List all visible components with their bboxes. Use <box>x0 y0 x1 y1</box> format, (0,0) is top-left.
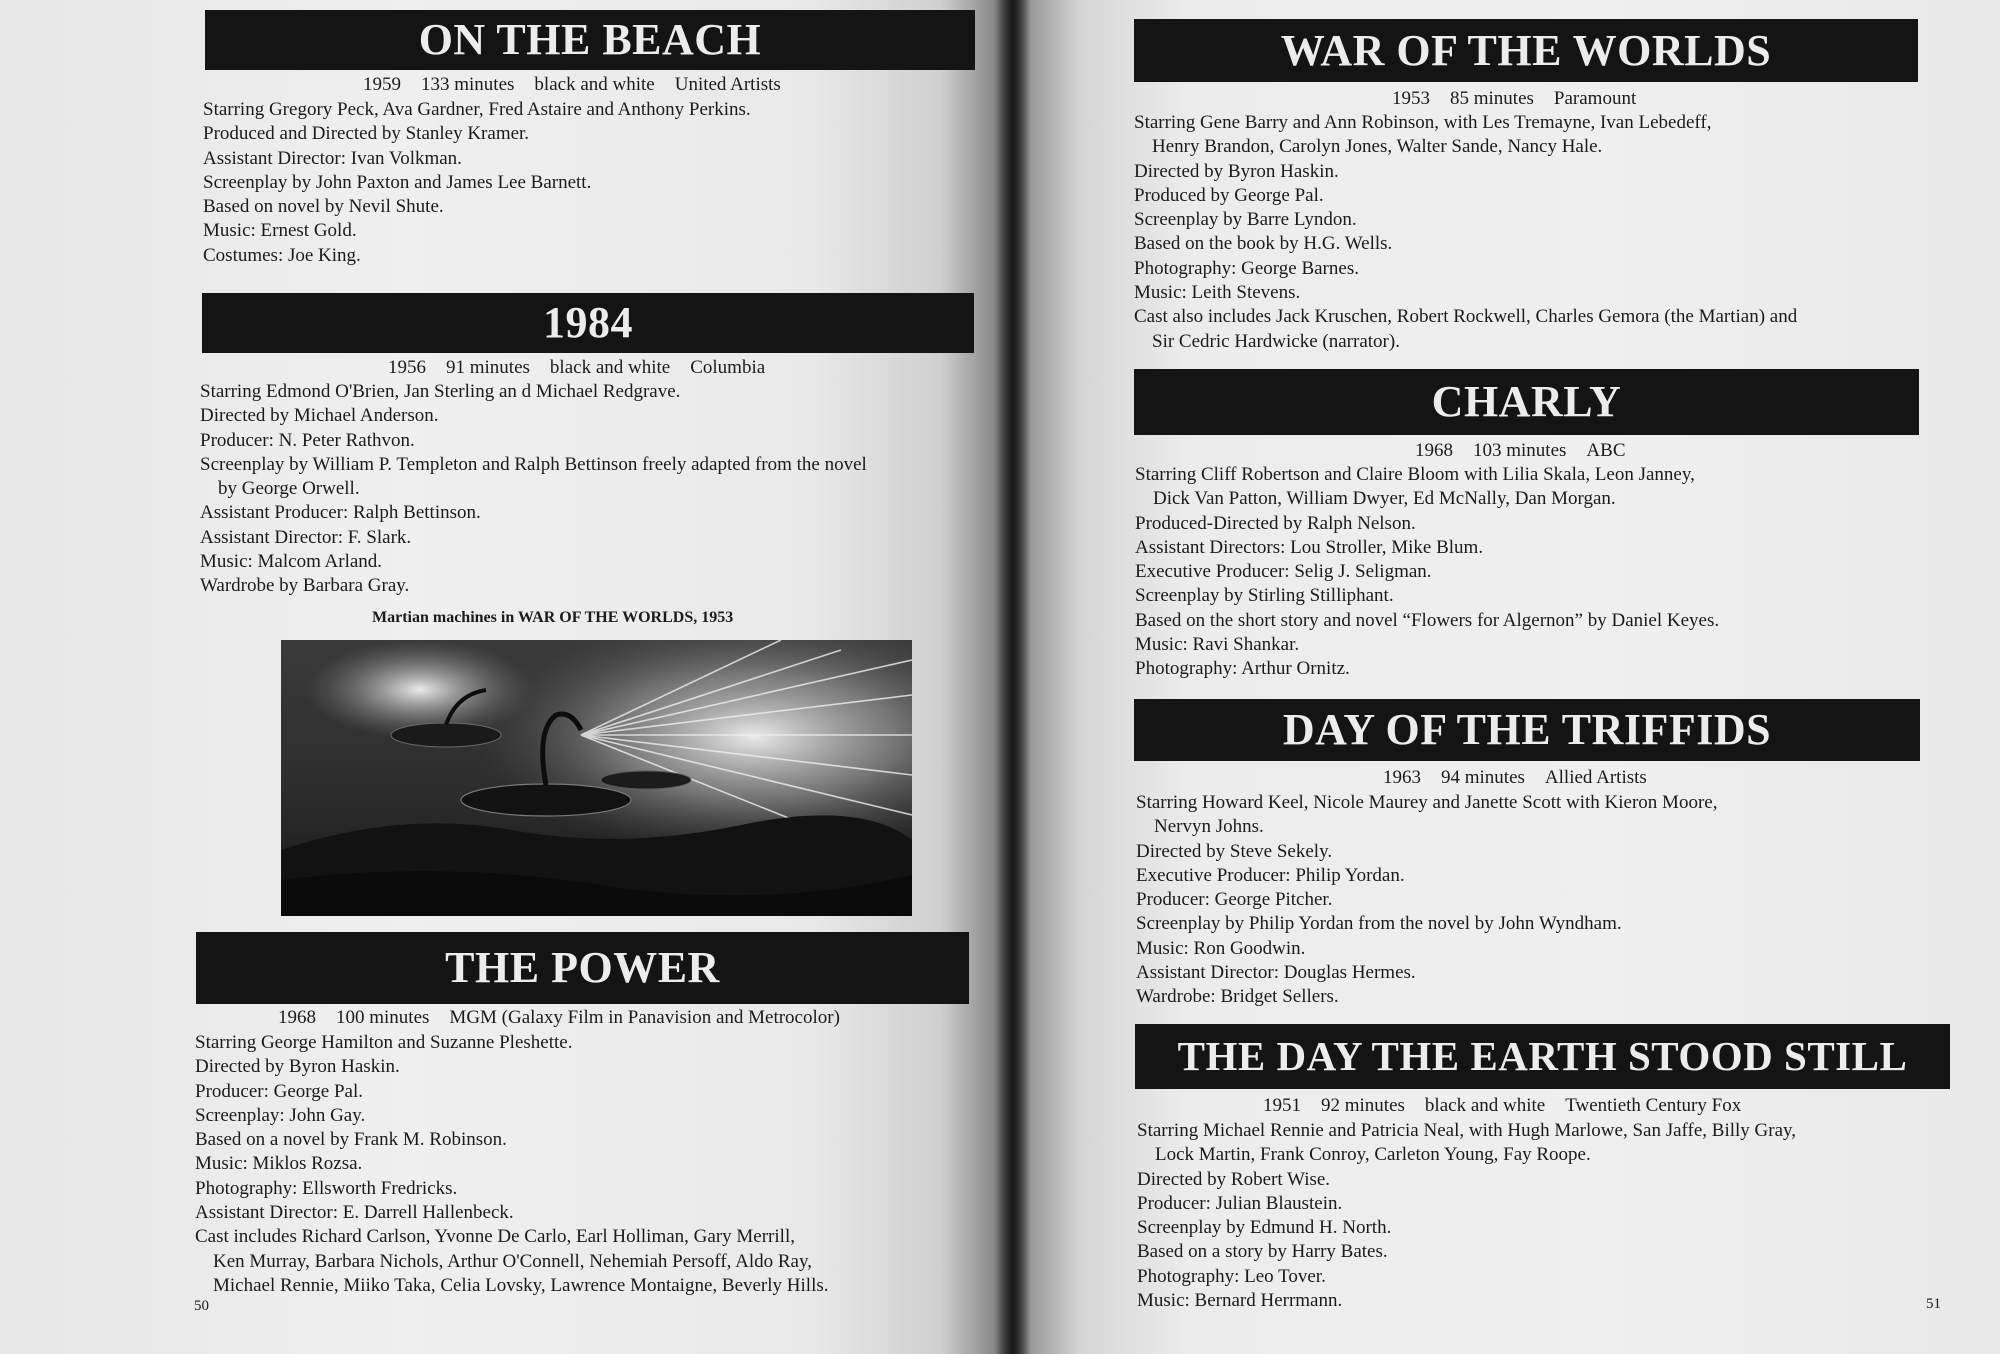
credit-line: Assistant Director: Ivan Volkman. <box>203 147 462 169</box>
credit-line: Assistant Director: F. Slark. <box>200 526 412 548</box>
credit-line: Music: Leith Stevens. <box>1134 282 1301 304</box>
section-title-war-of-the-worlds: WAR OF THE WORLDS <box>1134 19 1918 82</box>
section-title-charly: CHARLY <box>1134 369 1919 435</box>
film-info-day-of-the-triffids <box>1383 767 1647 789</box>
credit-line: Lock Martin, Frank Conroy, Carleton Young, Fay Roope. <box>1155 1144 1591 1166</box>
photo-caption: Martian machines in WAR OF THE WORLDS, 1953 <box>372 609 734 626</box>
credit-line: Starring George Hamilton and Suzanne Pleshette. <box>195 1032 573 1053</box>
credit-line: Wardrobe: Bridget Sellers. <box>1136 986 1339 1008</box>
credit-line: Music: Ravi Shankar. <box>1135 634 1300 656</box>
credit-line: Music: Malcom Arland. <box>200 551 383 573</box>
credit-line: Photography: Leo Tover. <box>1137 1265 1326 1287</box>
section-title-day-of-the-triffids: DAY OF THE TRIFFIDS <box>1134 699 1920 761</box>
credit-line: Assistant Director: E. Darrell Hallenbeck. <box>195 1202 514 1224</box>
credit-line: Screenplay by William P. Templeton and Ralph Bettinson freely adapted from the novel <box>200 453 867 475</box>
film-info-item: 94 minutes <box>1441 767 1525 788</box>
credit-line: Sir Cedric Hardwicke (narrator). <box>1152 330 1400 352</box>
film-info-item: MGM (Galaxy Film in Panavision and Metrocolor) <box>449 1007 840 1028</box>
credit-line: Starring Howard Keel, Nicole Maurey and Janette Scott with Kieron Moore, <box>1136 792 1718 813</box>
right-page <box>1012 0 2000 1354</box>
film-info-war-of-the-worlds <box>1392 88 1636 110</box>
page-number-right: 51 <box>1926 1296 1941 1312</box>
film-info-item: black and white <box>549 357 671 378</box>
section-title-1984: 1984 <box>202 293 974 353</box>
film-info-the-power <box>278 1007 840 1029</box>
credit-line: Photography: Arthur Ornitz. <box>1135 658 1350 680</box>
credit-line: Michael Rennie, Miiko Taka, Celia Lovsky, Lawrence Montaigne, Beverly Hills. <box>213 1274 829 1296</box>
page-number-left: 50 <box>194 1298 209 1314</box>
credit-line: Based on a novel by Frank M. Robinson. <box>195 1129 507 1151</box>
film-info-item: 103 minutes <box>1473 440 1567 461</box>
credit-line: Assistant Producer: Ralph Bettinson. <box>200 502 481 524</box>
martian-machines-photo <box>281 640 912 916</box>
film-info-item: ABC <box>1586 440 1626 461</box>
credits-the-power <box>195 1031 829 1298</box>
credit-line: Photography: George Barnes. <box>1134 257 1359 279</box>
credit-line: Screenplay: John Gay. <box>195 1104 366 1126</box>
credit-line: Executive Producer: Philip Yordan. <box>1136 864 1405 886</box>
credit-line: Screenplay by Barre Lyndon. <box>1134 209 1357 231</box>
credit-line: Directed by Michael Anderson. <box>200 405 439 427</box>
credit-line: Based on the book by H.G. Wells. <box>1134 233 1393 255</box>
credit-line: Based on novel by Nevil Shute. <box>203 196 444 218</box>
film-info-item: black and white <box>1424 1095 1546 1116</box>
credit-line: Cast also includes Jack Kruschen, Robert Rockwell, Charles Gemora (the Martian) and <box>1134 306 1798 328</box>
credit-line: Based on the short story and novel “Flowers for Algernon” by Daniel Keyes. <box>1135 609 1720 631</box>
credit-line: Assistant Director: Douglas Hermes. <box>1136 962 1416 984</box>
film-info-the-day-the-earth-stood-still <box>1263 1095 1741 1117</box>
section-title-the-day-the-earth-stood-still: THE DAY THE EARTH STOOD STILL <box>1135 1024 1950 1089</box>
film-info-1984 <box>388 357 765 379</box>
film-info-item: United Artists <box>674 74 781 95</box>
credits-1984 <box>200 380 867 599</box>
credit-line: Cast includes Richard Carlson, Yvonne De Carlo, Earl Holliman, Gary Merrill, <box>195 1226 795 1248</box>
credit-line: Producer: George Pal. <box>195 1080 363 1102</box>
credits-war-of-the-worlds <box>1134 111 1797 354</box>
credits-day-of-the-triffids <box>1136 791 1717 1010</box>
credit-line: Producer: Julian Blaustein. <box>1137 1192 1343 1214</box>
credit-line: Producer: N. Peter Rathvon. <box>200 429 415 451</box>
credit-line: Directed by Byron Haskin. <box>195 1056 400 1078</box>
credit-line: Screenplay by Edmund H. North. <box>1137 1217 1392 1239</box>
credit-line: Music: Miklos Rozsa. <box>195 1153 363 1175</box>
film-info-item: 1968 <box>1415 440 1453 461</box>
credit-line: by George Orwell. <box>218 478 360 500</box>
credit-line: Starring Gregory Peck, Ava Gardner, Fred Astaire and Anthony Perkins. <box>203 99 751 120</box>
credit-line: Screenplay by John Paxton and James Lee Barnett. <box>203 171 592 193</box>
credit-line: Starring Gene Barry and Ann Robinson, with Les Tremayne, Ivan Lebedeff, <box>1134 112 1712 133</box>
credit-line: Directed by Byron Haskin. <box>1134 160 1339 182</box>
credit-line: Ken Murray, Barbara Nichols, Arthur O'Connell, Nehemiah Persoff, Aldo Ray, <box>213 1250 812 1272</box>
credit-line: Directed by Robert Wise. <box>1137 1168 1331 1190</box>
credit-line: Starring Michael Rennie and Patricia Neal, with Hugh Marlowe, San Jaffe, Billy Gray, <box>1137 1120 1797 1141</box>
film-info-item: 1956 <box>388 357 426 378</box>
credits-on-the-beach <box>203 98 751 268</box>
film-info-item: black and white <box>534 74 655 95</box>
credit-line: Assistant Directors: Lou Stroller, Mike Blum. <box>1135 536 1484 558</box>
film-info-item: Allied Artists <box>1544 767 1647 788</box>
credits-the-day-the-earth-stood-still <box>1137 1119 1796 1313</box>
section-title-on-the-beach: ON THE BEACH <box>205 10 975 70</box>
film-info-item: Paramount <box>1553 88 1637 109</box>
book-gutter-shadow <box>996 0 1030 1354</box>
credit-line: Costumes: Joe King. <box>203 244 361 266</box>
film-info-charly <box>1415 440 1626 462</box>
film-info-item: 1959 <box>363 74 401 95</box>
credit-line: Directed by Steve Sekely. <box>1136 840 1333 862</box>
credit-line: Screenplay by Stirling Stilliphant. <box>1135 585 1394 607</box>
credit-line: Music: Ernest Gold. <box>203 220 357 242</box>
film-info-item: 92 minutes <box>1321 1095 1405 1116</box>
credit-line: Produced and Directed by Stanley Kramer. <box>203 123 530 145</box>
film-info-item: 1953 <box>1392 88 1430 109</box>
film-info-item: 100 minutes <box>336 1007 430 1028</box>
film-info-item: Columbia <box>690 357 766 378</box>
credit-line: Starring Edmond O'Brien, Jan Sterling an d Michael Redgrave. <box>200 381 681 402</box>
film-info-item: 133 minutes <box>421 74 515 95</box>
film-info-item: 91 minutes <box>446 357 530 378</box>
credit-line: Music: Bernard Herrmann. <box>1137 1290 1343 1312</box>
credit-line: Music: Ron Goodwin. <box>1136 937 1306 959</box>
credit-line: Dick Van Patton, William Dwyer, Ed McNally, Dan Morgan. <box>1153 488 1616 510</box>
credit-line: Executive Producer: Selig J. Seligman. <box>1135 561 1432 583</box>
credit-line: Nervyn Johns. <box>1154 816 1264 838</box>
credit-line: Photography: Ellsworth Fredricks. <box>195 1177 458 1199</box>
credit-line: Screenplay by Philip Yordan from the novel by John Wyndham. <box>1136 913 1622 935</box>
credit-line: Henry Brandon, Carolyn Jones, Walter Sande, Nancy Hale. <box>1152 136 1603 158</box>
credit-line: Producer: George Pitcher. <box>1136 889 1333 911</box>
film-info-item: 1951 <box>1263 1095 1301 1116</box>
credit-line: Based on a story by Harry Bates. <box>1137 1241 1388 1263</box>
credits-charly <box>1135 463 1719 682</box>
credit-line: Wardrobe by Barbara Gray. <box>200 575 410 597</box>
credit-line: Produced-Directed by Ralph Nelson. <box>1135 512 1416 534</box>
film-info-item: 85 minutes <box>1450 88 1534 109</box>
film-info-item: 1963 <box>1383 767 1421 788</box>
film-info-item: Twentieth Century Fox <box>1565 1095 1742 1116</box>
film-info-on-the-beach <box>363 74 781 96</box>
film-info-item: 1968 <box>278 1007 316 1028</box>
credit-line: Produced by George Pal. <box>1134 184 1324 206</box>
section-title-the-power: THE POWER <box>196 932 969 1004</box>
credit-line: Starring Cliff Robertson and Claire Bloom with Lilia Skala, Leon Janney, <box>1135 464 1695 485</box>
